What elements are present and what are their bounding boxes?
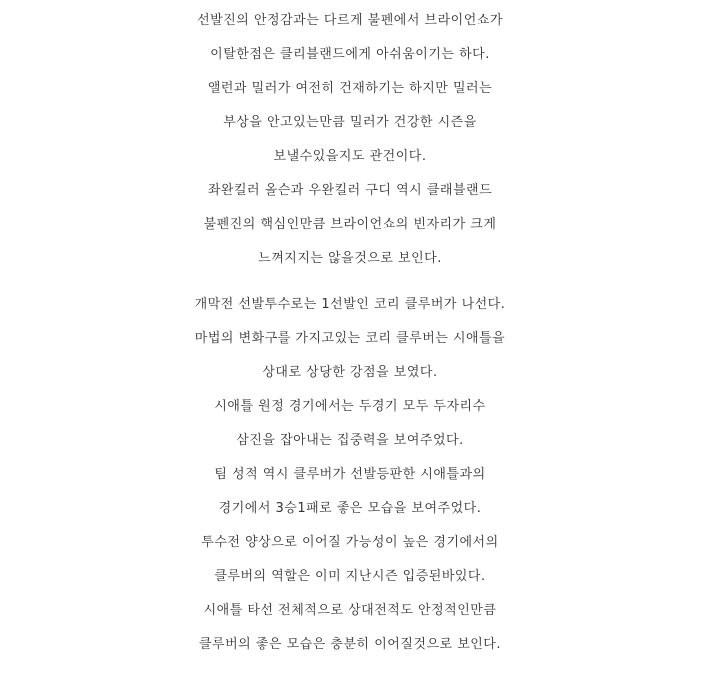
- text-line: 경기에서 3승1패로 좋은 모습을 보여주었다.: [218, 501, 482, 516]
- text-line: 좌완킬러 올슨과 우완킬러 구디 역시 클래블랜드: [207, 183, 493, 198]
- paragraph-bullpen: [0, 4, 700, 276]
- text-line: 이탈한점은 클리블랜드에게 아쉬움이기는 하다.: [210, 47, 490, 62]
- text-line: 앨런과 밀러가 여전히 건재하기는 하지만 밀러는: [207, 81, 493, 96]
- text-line: 삼진을 잡아내는 집중력을 보여주었다.: [236, 433, 464, 448]
- text-line: 시애틀 타선 전체적으로 상대전적도 안정적인만큼: [203, 603, 497, 618]
- text-line: 팀 성적 역시 클루버가 선발등판한 시애틀과의: [214, 467, 486, 482]
- text-line: 투수전 양상으로 이어질 가능성이 높은 경기에서의: [201, 535, 499, 550]
- text-line: 클루버의 좋은 모습은 충분히 이어질것으로 보인다.: [198, 637, 501, 652]
- text-line: 부상을 안고있는만큼 밀러가 건강한 시즌을: [223, 115, 477, 130]
- text-line: 상대로 상당한 강점을 보였다.: [262, 365, 438, 380]
- text-line: 불펜진의 핵심인만큼 브라이언쇼의 빈자리가 크게: [203, 217, 497, 232]
- text-line: 선발진의 안정감과는 다르게 불펜에서 브라이언쇼가: [197, 13, 503, 28]
- paragraph-starting-pitcher: [0, 288, 700, 662]
- text-line: 클루버의 역할은 이미 지난시즌 입증된바있다.: [214, 569, 486, 584]
- text-line: 보낼수있을지도 관건이다.: [273, 149, 427, 164]
- text-line: 느껴지지는 않을것으로 보인다.: [258, 251, 442, 266]
- text-line: 마법의 변화구를 가지고있는 코리 클루버는 시애틀을: [194, 331, 506, 346]
- text-line: 시애틀 원정 경기에서는 두경기 모두 두자리수: [214, 399, 486, 414]
- text-line: 개막전 선발투수로는 1선발인 코리 클루버가 나선다.: [194, 297, 506, 312]
- paragraph-gap: [0, 276, 700, 288]
